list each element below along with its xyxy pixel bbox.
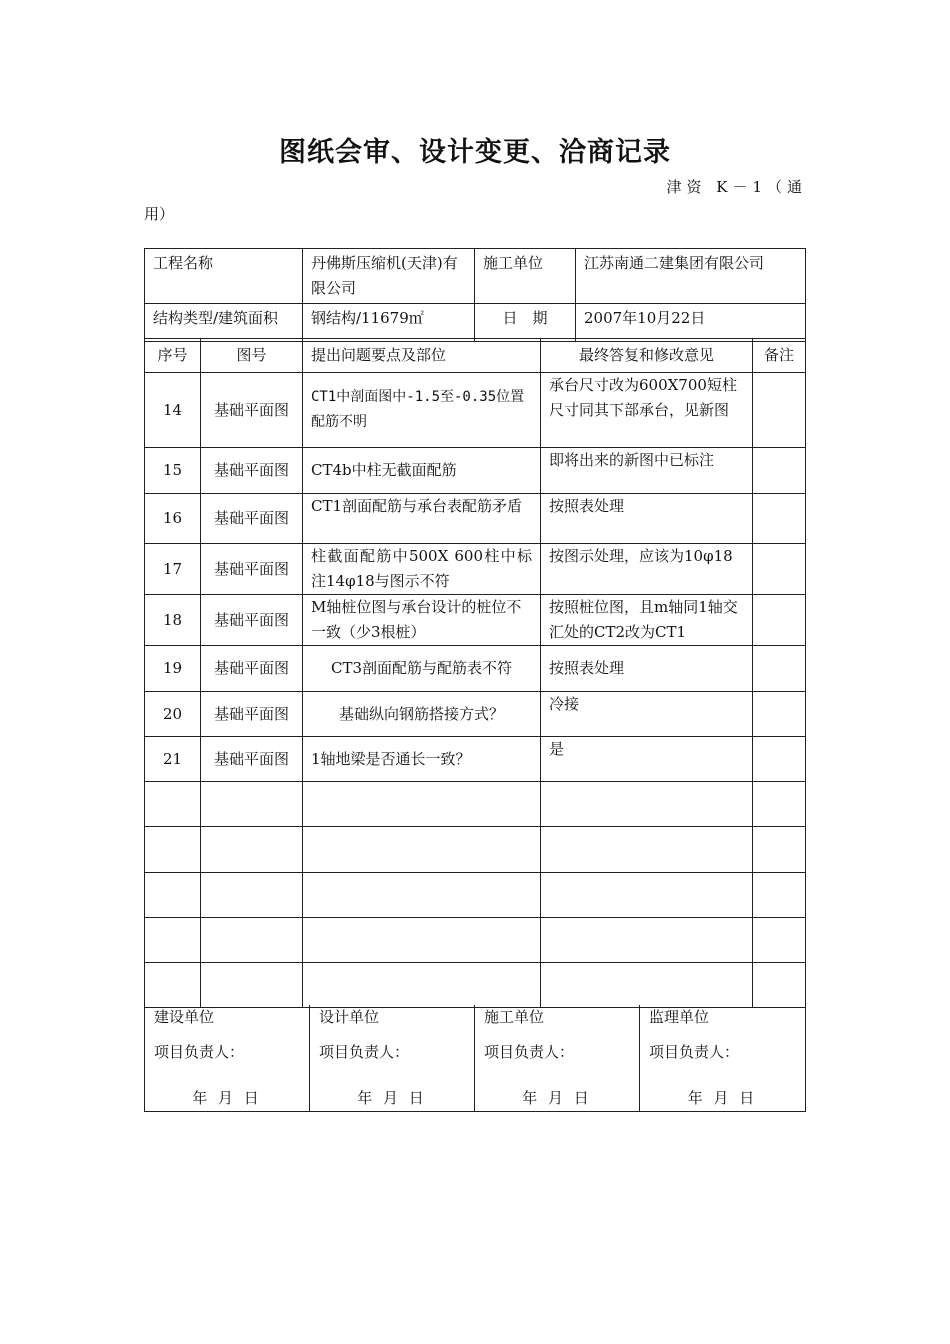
row-reply: 即将出来的新图中已标注	[541, 448, 753, 494]
row-drawing: 基础平面图	[201, 448, 303, 494]
row-seq: 19	[145, 646, 201, 692]
header-remark: 备注	[753, 339, 806, 373]
review-records-table	[144, 338, 806, 1008]
project-name-value: 丹佛斯压缩机(天津)有限公司	[303, 249, 475, 304]
signature-person: 项目负责人：	[649, 1043, 740, 1061]
row-remark	[753, 737, 806, 782]
signature-date: 年 月 日	[192, 1089, 262, 1107]
row-remark	[753, 544, 806, 595]
row-drawing: 基础平面图	[201, 646, 303, 692]
signature-cell	[145, 1005, 310, 1112]
empty-row	[145, 873, 806, 918]
signature-person: 项目负责人：	[484, 1043, 575, 1061]
row-remark	[753, 595, 806, 646]
signature-unit: 监理单位	[649, 1008, 710, 1026]
row-reply: 按照表处理	[541, 646, 753, 692]
row-reply: 承台尺寸改为600X700短柱尺寸同其下部承台，见新图	[541, 373, 753, 448]
signature-unit: 建设单位	[154, 1008, 215, 1026]
table-row	[145, 595, 806, 646]
row-remark	[753, 646, 806, 692]
row-drawing: 基础平面图	[201, 373, 303, 448]
row-seq: 18	[145, 595, 201, 646]
structure-label: 结构类型/建筑面积	[145, 304, 303, 342]
row-drawing: 基础平面图	[201, 494, 303, 544]
row-issue: 1轴地梁是否通长一致？	[303, 737, 541, 782]
row-reply: 冷接	[541, 692, 753, 737]
row-drawing: 基础平面图	[201, 692, 303, 737]
project-info-table	[144, 248, 806, 342]
empty-row	[145, 827, 806, 873]
row-seq: 14	[145, 373, 201, 448]
signature-cell	[640, 1005, 806, 1112]
header-drawing: 图号	[201, 339, 303, 373]
table-row	[145, 373, 806, 448]
row-seq: 17	[145, 544, 201, 595]
row-remark	[753, 373, 806, 448]
signature-date: 年 月 日	[522, 1089, 592, 1107]
signature-table	[144, 1005, 806, 1112]
row-drawing: 基础平面图	[201, 737, 303, 782]
row-seq: 15	[145, 448, 201, 494]
row-remark	[753, 692, 806, 737]
table-row	[145, 494, 806, 544]
project-name-label: 工程名称	[145, 249, 303, 304]
table-row	[145, 692, 806, 737]
row-issue: CT1剖面配筋与承台表配筋矛盾	[303, 494, 541, 544]
row-drawing: 基础平面图	[201, 595, 303, 646]
signature-person: 项目负责人：	[154, 1043, 245, 1061]
header-issue: 提出问题要点及部位	[303, 339, 541, 373]
contractor-value: 江苏南通二建集团有限公司	[576, 249, 806, 304]
signature-person: 项目负责人：	[319, 1043, 410, 1061]
table-row	[145, 737, 806, 782]
row-issue: CT1中剖面图中-1.5至-0.35位置配筋不明	[303, 373, 541, 448]
row-seq: 16	[145, 494, 201, 544]
row-seq: 21	[145, 737, 201, 782]
date-label: 日 期	[475, 304, 576, 342]
row-issue: 基础纵向钢筋搭接方式？	[303, 692, 541, 737]
signature-cell	[475, 1005, 640, 1112]
header-reply: 最终答复和修改意见	[541, 339, 753, 373]
row-remark	[753, 494, 806, 544]
row-issue: M轴桩位图与承台设计的桩位不一致（少3根桩）	[303, 595, 541, 646]
row-issue: CT3剖面配筋与配筋表不符	[303, 646, 541, 692]
structure-value: 钢结构/11679㎡	[303, 304, 475, 342]
row-drawing: 基础平面图	[201, 544, 303, 595]
row-reply: 按照桩位图，且m轴同1轴交汇处的CT2改为CT1	[541, 595, 753, 646]
page-title: 图纸会审、设计变更、洽商记录	[279, 137, 671, 168]
table-row	[145, 448, 806, 494]
empty-row	[145, 782, 806, 827]
table-row	[145, 544, 806, 595]
form-code: 津资 K－1（通	[666, 178, 807, 196]
signature-date: 年 月 日	[687, 1089, 758, 1107]
date-value: 2007年10月22日	[576, 304, 806, 342]
signature-cell	[310, 1005, 475, 1112]
table-row	[145, 646, 806, 692]
signature-unit: 设计单位	[319, 1008, 380, 1026]
row-issue: 柱截面配筋中500X 600柱中标注14φ18与图示不符	[303, 544, 541, 595]
empty-row	[145, 963, 806, 1008]
row-remark	[753, 448, 806, 494]
signature-date: 年 月 日	[357, 1089, 427, 1107]
row-reply: 是	[541, 737, 753, 782]
header-seq: 序号	[145, 339, 201, 373]
contractor-label: 施工单位	[475, 249, 576, 304]
form-code-wrap: 用）	[144, 205, 175, 223]
row-reply: 按照表处理	[541, 494, 753, 544]
empty-row	[145, 918, 806, 963]
signature-unit: 施工单位	[484, 1008, 545, 1026]
row-issue: CT4b中柱无截面配筋	[303, 448, 541, 494]
row-reply: 按图示处理，应该为10φ18	[541, 544, 753, 595]
row-seq: 20	[145, 692, 201, 737]
